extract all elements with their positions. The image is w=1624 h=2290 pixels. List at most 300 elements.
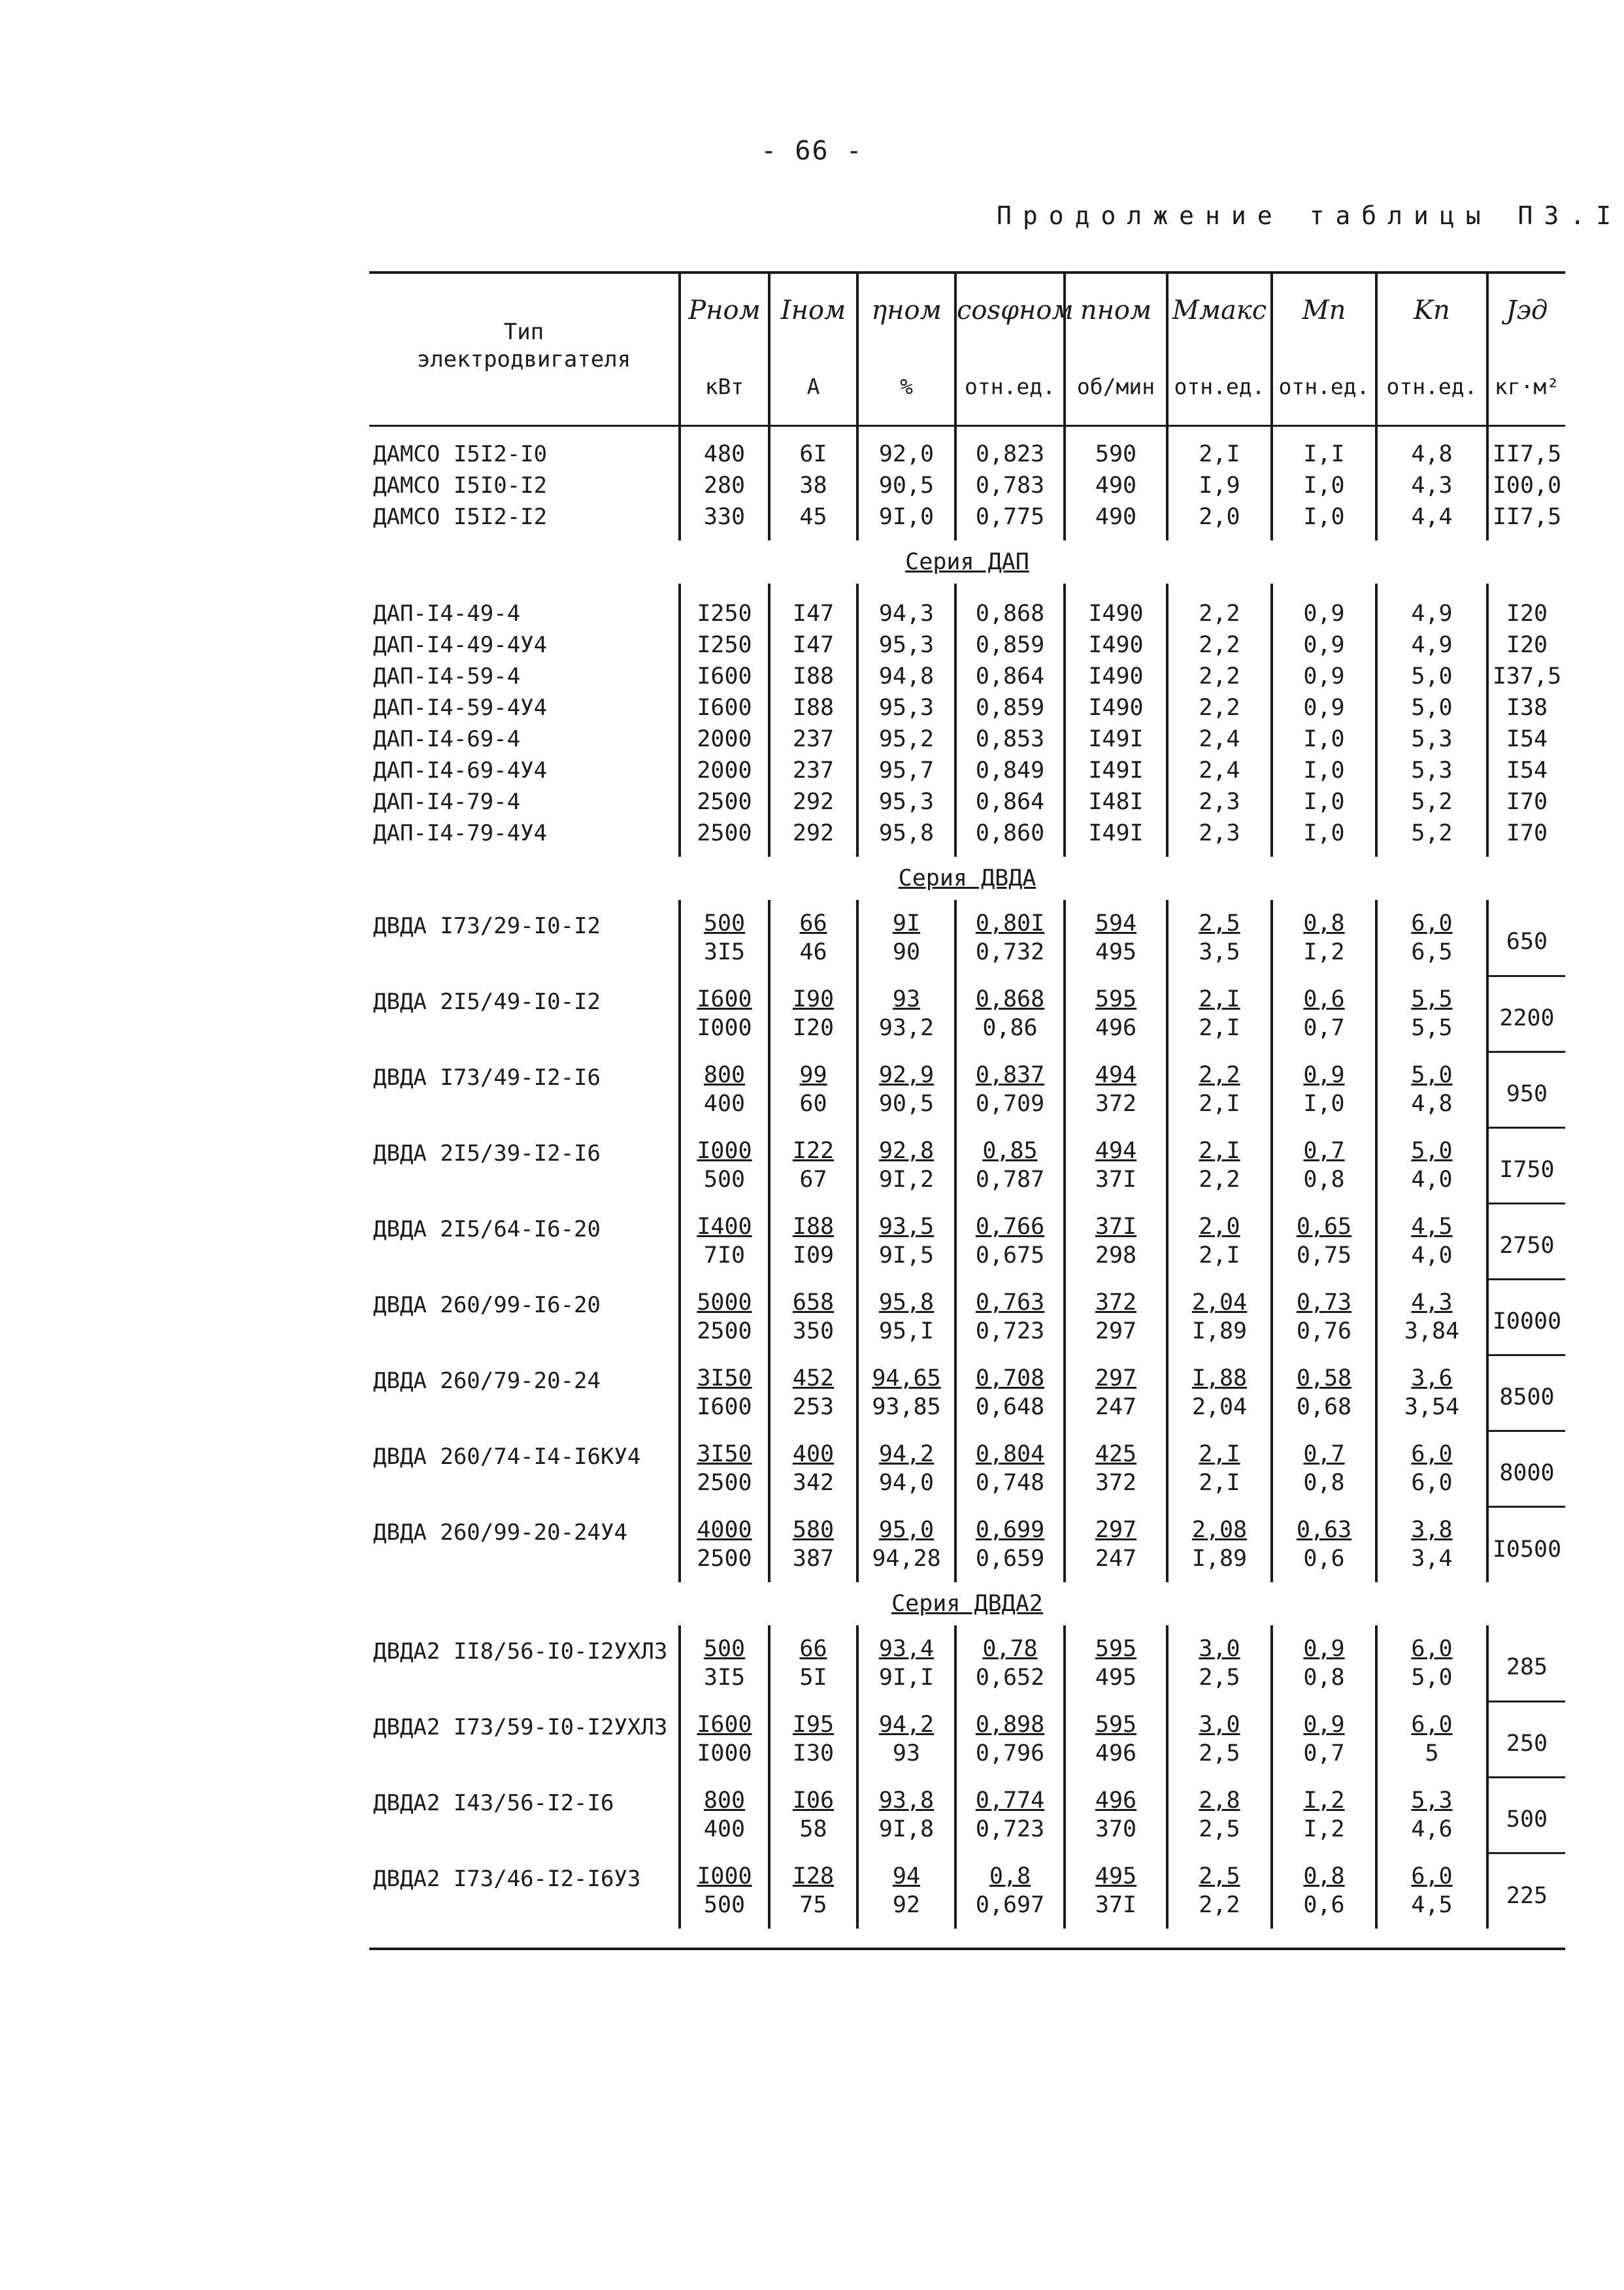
value-n-reduced: 372 <box>1065 1469 1167 1506</box>
value-mmax-reduced: 2,5 <box>1167 1663 1272 1701</box>
value-n-rated: 594 <box>1065 900 1167 938</box>
value-mp: I,0 <box>1272 818 1376 857</box>
motor-type: ДАП-I4-79-4У4 <box>373 820 548 846</box>
value-mp-rated: 0,63 <box>1272 1506 1376 1544</box>
value-mmax-reduced: 2,2 <box>1167 1891 1272 1929</box>
value-p: 2000 <box>680 723 769 755</box>
damso-row <box>369 424 1565 470</box>
header-row <box>369 273 1565 348</box>
table-bottom-rule <box>369 1948 1565 1950</box>
value-kp-rated: 6,0 <box>1376 1853 1487 1891</box>
header-mp: Mп <box>1272 273 1376 348</box>
value-i-reduced: I30 <box>769 1739 857 1777</box>
value-cos-rated: 0,763 <box>955 1279 1065 1317</box>
value-p-rated: 500 <box>680 1625 769 1663</box>
value-kp: 5,2 <box>1376 786 1487 818</box>
value-j: 500 <box>1487 1777 1565 1853</box>
value-mp-reduced: 0,7 <box>1272 1014 1376 1052</box>
value-n-reduced: 37I <box>1065 1891 1167 1929</box>
value-eta-rated: 93,5 <box>857 1203 955 1241</box>
series-heading-cell <box>369 540 1565 584</box>
value-n-rated: 595 <box>1065 1625 1167 1663</box>
value-i-reduced: 46 <box>769 938 857 976</box>
value-cos: 0,864 <box>955 661 1065 692</box>
value-eta-reduced: 95,I <box>857 1317 955 1355</box>
value-n-rated: 494 <box>1065 1127 1167 1165</box>
motor-type: ДВДА2 I73/59-I0-I2УХЛ3 <box>373 1714 668 1740</box>
value-eta-reduced: 94,28 <box>857 1544 955 1582</box>
value-cos-reduced: 0,675 <box>955 1241 1065 1279</box>
series-heading-cell <box>369 1582 1565 1625</box>
dap-row <box>369 692 1565 723</box>
value-mmax-reduced: 2,5 <box>1167 1739 1272 1777</box>
value-mmax-reduced: 2,I <box>1167 1089 1272 1127</box>
value-p-rated: I000 <box>680 1853 769 1891</box>
value-p-reduced: 2500 <box>680 1317 769 1355</box>
value-mmax-reduced: 2,2 <box>1167 1165 1272 1203</box>
value-i: I88 <box>769 692 857 723</box>
value-p-reduced: 3I5 <box>680 938 769 976</box>
value-kp: 5,3 <box>1376 723 1487 755</box>
value-cos: 0,859 <box>955 692 1065 723</box>
dvda-row-top <box>369 976 1565 1014</box>
value-mmax-reduced: I,89 <box>1167 1544 1272 1582</box>
damso-row <box>369 501 1565 540</box>
value-j: I00,0 <box>1487 470 1565 501</box>
value-kp-rated: 6,0 <box>1376 900 1487 938</box>
value-mmax-rated: 2,I <box>1167 976 1272 1014</box>
value-kp: 5,3 <box>1376 755 1487 786</box>
value-i: I88 <box>769 661 857 692</box>
value-i-reduced: I09 <box>769 1241 857 1279</box>
value-i-reduced: 75 <box>769 1891 857 1929</box>
value-p: 330 <box>680 501 769 540</box>
motor-type: ДАП-I4-49-4У4 <box>373 632 548 658</box>
value-kp: 5,0 <box>1376 692 1487 723</box>
value-mp-reduced: 0,6 <box>1272 1891 1376 1929</box>
value-eta-reduced: 93,2 <box>857 1014 955 1052</box>
value-n: I49I <box>1065 818 1167 857</box>
value-kp-reduced: 5,0 <box>1376 1663 1487 1701</box>
value-mmax-rated: 2,I <box>1167 1127 1272 1165</box>
value-mp-reduced: 0,8 <box>1272 1663 1376 1701</box>
value-mmax-rated: 2,2 <box>1167 1052 1272 1089</box>
value-p-rated: I600 <box>680 1701 769 1739</box>
value-n-rated: 595 <box>1065 1701 1167 1739</box>
value-eta-reduced: 9I,8 <box>857 1815 955 1853</box>
dvda-row-top <box>369 1355 1565 1393</box>
value-n: 490 <box>1065 470 1167 501</box>
motor-type: ДВДА 260/79-20-24 <box>373 1368 601 1394</box>
header-i: Iном <box>769 273 857 348</box>
value-cos-reduced: 0,86 <box>955 1014 1065 1052</box>
motor-type: ДВДА 260/74-I4-I6КУ4 <box>373 1444 641 1470</box>
value-mmax: I,9 <box>1167 470 1272 501</box>
value-n-reduced: 495 <box>1065 1663 1167 1701</box>
value-n-reduced: 496 <box>1065 1014 1167 1052</box>
value-cos-rated: 0,804 <box>955 1431 1065 1469</box>
header-kp: Kп <box>1376 273 1487 348</box>
unit-cell: кг·м² <box>1487 348 1565 424</box>
value-mmax-rated: 2,5 <box>1167 900 1272 938</box>
series-title: Серия ДВДА <box>898 865 1036 891</box>
value-mp-rated: 0,6 <box>1272 976 1376 1014</box>
value-kp-reduced: 4,6 <box>1376 1815 1487 1853</box>
motor-type: ДВДА 2I5/64-I6-20 <box>373 1216 601 1242</box>
value-kp: 5,2 <box>1376 818 1487 857</box>
value-eta-rated: 95,0 <box>857 1506 955 1544</box>
header-cos: cosφном <box>955 273 1065 348</box>
motor-type: ДАП-I4-69-4У4 <box>373 757 548 784</box>
value-j: I0500 <box>1487 1506 1565 1582</box>
value-kp-reduced: 4,0 <box>1376 1241 1487 1279</box>
motor-type: ДВДА 2I5/49-I0-I2 <box>373 989 601 1015</box>
value-mmax: 2,3 <box>1167 818 1272 857</box>
value-mp-rated: I,2 <box>1272 1777 1376 1815</box>
value-cos-rated: 0,766 <box>955 1203 1065 1241</box>
value-p-rated: 800 <box>680 1777 769 1815</box>
value-i-rated: 452 <box>769 1355 857 1393</box>
value-n-rated: 297 <box>1065 1506 1167 1544</box>
value-p-rated: I400 <box>680 1203 769 1241</box>
value-kp-rated: 5,0 <box>1376 1052 1487 1089</box>
value-mmax-rated: 2,I <box>1167 1431 1272 1469</box>
value-cos: 0,775 <box>955 501 1065 540</box>
value-i: 237 <box>769 755 857 786</box>
value-cos-rated: 0,8 <box>955 1853 1065 1891</box>
value-i-reduced: I20 <box>769 1014 857 1052</box>
value-j: 2200 <box>1487 976 1565 1052</box>
value-eta-rated: 94,2 <box>857 1701 955 1739</box>
value-kp-reduced: 3,4 <box>1376 1544 1487 1582</box>
motor-type: ДАП-I4-79-4 <box>373 789 521 815</box>
value-mp: 0,9 <box>1272 584 1376 629</box>
value-i-rated: 99 <box>769 1052 857 1089</box>
value-eta: 95,3 <box>857 629 955 661</box>
value-p: 2500 <box>680 786 769 818</box>
unit-cell: об/мин <box>1065 348 1167 424</box>
value-i-rated: I95 <box>769 1701 857 1739</box>
value-i-rated: I22 <box>769 1127 857 1165</box>
value-mp-reduced: 0,6 <box>1272 1544 1376 1582</box>
motor-type: ДАМСО I5I2-I2 <box>373 504 548 530</box>
value-p: I250 <box>680 584 769 629</box>
dap-row <box>369 818 1565 857</box>
value-j: 2750 <box>1487 1203 1565 1279</box>
value-eta: 94,8 <box>857 661 955 692</box>
value-mmax-reduced: I,89 <box>1167 1317 1272 1355</box>
value-j: 250 <box>1487 1701 1565 1777</box>
motor-type: ДВДА2 II8/56-I0-I2УХЛ3 <box>373 1638 668 1665</box>
value-kp: 4,3 <box>1376 470 1487 501</box>
value-i-rated: I06 <box>769 1777 857 1815</box>
value-eta-reduced: 9I,2 <box>857 1165 955 1203</box>
value-p-rated: I000 <box>680 1127 769 1165</box>
value-mp-rated: 0,73 <box>1272 1279 1376 1317</box>
value-j: 285 <box>1487 1625 1565 1701</box>
value-n: I49I <box>1065 755 1167 786</box>
table-continuation-caption: Продолжение таблицы П3.I <box>997 201 1623 230</box>
value-mmax-rated: 2,5 <box>1167 1853 1272 1891</box>
value-j: I37,5 <box>1487 661 1565 692</box>
value-mp-rated: 0,9 <box>1272 1701 1376 1739</box>
motor-type: ДВДА 2I5/39-I2-I6 <box>373 1140 601 1167</box>
value-p-reduced: 500 <box>680 1165 769 1203</box>
dap-row <box>369 584 1565 629</box>
value-cos-reduced: 0,748 <box>955 1469 1065 1506</box>
value-eta-reduced: 93 <box>857 1739 955 1777</box>
value-mmax-rated: I,88 <box>1167 1355 1272 1393</box>
value-kp-reduced: 5 <box>1376 1739 1487 1777</box>
value-n: 590 <box>1065 424 1167 470</box>
value-j: I70 <box>1487 786 1565 818</box>
value-mmax-reduced: 2,I <box>1167 1014 1272 1052</box>
header-eta: ηном <box>857 273 955 348</box>
value-cos-rated: 0,80I <box>955 900 1065 938</box>
value-cos-rated: 0,78 <box>955 1625 1065 1663</box>
value-eta-rated: 92,9 <box>857 1052 955 1089</box>
value-i-rated: 66 <box>769 1625 857 1663</box>
value-mp: I,0 <box>1272 786 1376 818</box>
unit-cell: отн.ед. <box>1167 348 1272 424</box>
value-mmax: 2,2 <box>1167 629 1272 661</box>
value-cos: 0,783 <box>955 470 1065 501</box>
value-n: I490 <box>1065 661 1167 692</box>
header-n: nном <box>1065 273 1167 348</box>
value-mmax: 2,3 <box>1167 786 1272 818</box>
motor-type: ДАП-I4-59-4У4 <box>373 695 548 721</box>
motor-type: ДВДА 260/99-I6-20 <box>373 1292 601 1318</box>
value-kp-rated: 6,0 <box>1376 1701 1487 1739</box>
value-i-reduced: 58 <box>769 1815 857 1853</box>
value-n-reduced: 37I <box>1065 1165 1167 1203</box>
motor-specs-table <box>369 273 1565 1929</box>
value-i-reduced: 342 <box>769 1469 857 1506</box>
value-p-reduced: 400 <box>680 1089 769 1127</box>
value-n-reduced: 372 <box>1065 1089 1167 1127</box>
unit-cell: % <box>857 348 955 424</box>
value-n-reduced: 370 <box>1065 1815 1167 1853</box>
unit-cell: кВт <box>680 348 769 424</box>
value-eta: 95,2 <box>857 723 955 755</box>
series-title: Серия ДАП <box>905 549 1029 575</box>
value-n-rated: 595 <box>1065 976 1167 1014</box>
value-kp-rated: 3,6 <box>1376 1355 1487 1393</box>
value-kp: 5,0 <box>1376 661 1487 692</box>
motor-type: ДВДА I73/49-I2-I6 <box>373 1065 601 1091</box>
value-p: I250 <box>680 629 769 661</box>
value-mmax: 2,4 <box>1167 723 1272 755</box>
value-mp-reduced: 0,8 <box>1272 1165 1376 1203</box>
value-mp-rated: 0,65 <box>1272 1203 1376 1241</box>
value-cos-reduced: 0,652 <box>955 1663 1065 1701</box>
value-p-rated: 5000 <box>680 1279 769 1317</box>
value-mp-rated: 0,7 <box>1272 1127 1376 1165</box>
value-mmax-rated: 2,8 <box>1167 1777 1272 1815</box>
value-mp-rated: 0,9 <box>1272 1052 1376 1089</box>
value-n-reduced: 247 <box>1065 1393 1167 1431</box>
value-p-reduced: I600 <box>680 1393 769 1431</box>
value-i: 6I <box>769 424 857 470</box>
dvda2-row-top <box>369 1625 1565 1663</box>
value-kp: 4,8 <box>1376 424 1487 470</box>
value-mmax-rated: 2,04 <box>1167 1279 1272 1317</box>
value-eta-rated: 93,8 <box>857 1777 955 1815</box>
value-mp-rated: 0,58 <box>1272 1355 1376 1393</box>
value-p-reduced: 7I0 <box>680 1241 769 1279</box>
dap-row <box>369 629 1565 661</box>
dvda-row-top <box>369 1127 1565 1165</box>
value-n-rated: 425 <box>1065 1431 1167 1469</box>
motor-type: ДАП-I4-59-4 <box>373 663 521 689</box>
motor-type: ДВДА2 I73/46-I2-I6У3 <box>373 1866 641 1892</box>
value-p-reduced: 500 <box>680 1891 769 1929</box>
value-mmax-reduced: 2,04 <box>1167 1393 1272 1431</box>
motor-type: ДАМСО I5I2-I0 <box>373 441 548 467</box>
value-n-reduced: 297 <box>1065 1317 1167 1355</box>
value-i-rated: 658 <box>769 1279 857 1317</box>
value-j: II7,5 <box>1487 424 1565 470</box>
value-i: 237 <box>769 723 857 755</box>
value-cos: 0,868 <box>955 584 1065 629</box>
unit-cell: А <box>769 348 857 424</box>
value-mp: I,0 <box>1272 723 1376 755</box>
value-j: 225 <box>1487 1853 1565 1929</box>
value-eta-reduced: 90,5 <box>857 1089 955 1127</box>
series-heading-row <box>369 1582 1565 1625</box>
value-i: 292 <box>769 818 857 857</box>
header-type: Тип электродвигателя <box>416 319 631 373</box>
header-p: Pном <box>680 273 769 348</box>
value-n-reduced: 298 <box>1065 1241 1167 1279</box>
value-mmax: 2,2 <box>1167 661 1272 692</box>
dvda2-row-top <box>369 1853 1565 1891</box>
value-mmax-rated: 3,0 <box>1167 1701 1272 1739</box>
value-n-reduced: 247 <box>1065 1544 1167 1582</box>
value-p-reduced: I000 <box>680 1739 769 1777</box>
value-i-rated: 580 <box>769 1506 857 1544</box>
value-eta-reduced: 90 <box>857 938 955 976</box>
value-eta-rated: 92,8 <box>857 1127 955 1165</box>
value-j: I20 <box>1487 584 1565 629</box>
value-p-rated: 800 <box>680 1052 769 1089</box>
value-mp-reduced: 0,8 <box>1272 1469 1376 1506</box>
dvda2-row-top <box>369 1701 1565 1739</box>
value-i-reduced: 350 <box>769 1317 857 1355</box>
value-i: 292 <box>769 786 857 818</box>
value-eta-rated: 94,65 <box>857 1355 955 1393</box>
value-eta-rated: 95,8 <box>857 1279 955 1317</box>
value-kp-reduced: 4,5 <box>1376 1891 1487 1929</box>
value-i: 38 <box>769 470 857 501</box>
dap-row <box>369 661 1565 692</box>
value-j: 950 <box>1487 1052 1565 1127</box>
value-n-rated: 372 <box>1065 1279 1167 1317</box>
value-p-reduced: 2500 <box>680 1544 769 1582</box>
value-cos-reduced: 0,659 <box>955 1544 1065 1582</box>
value-kp: 4,9 <box>1376 629 1487 661</box>
value-i-reduced: 5I <box>769 1663 857 1701</box>
value-cos-reduced: 0,648 <box>955 1393 1065 1431</box>
value-j: I0000 <box>1487 1279 1565 1355</box>
value-mmax: 2,2 <box>1167 584 1272 629</box>
value-cos-reduced: 0,697 <box>955 1891 1065 1929</box>
value-mp-rated: 0,8 <box>1272 1853 1376 1891</box>
value-j: I750 <box>1487 1127 1565 1203</box>
value-cos-reduced: 0,723 <box>955 1317 1065 1355</box>
value-cos: 0,823 <box>955 424 1065 470</box>
value-n-rated: 37I <box>1065 1203 1167 1241</box>
value-eta: 95,3 <box>857 692 955 723</box>
series-heading-row <box>369 540 1565 584</box>
dvda2-row-top <box>369 1777 1565 1815</box>
value-kp: 4,9 <box>1376 584 1487 629</box>
value-mp-reduced: 0,68 <box>1272 1393 1376 1431</box>
value-kp-reduced: 5,5 <box>1376 1014 1487 1052</box>
value-kp-rated: 5,0 <box>1376 1127 1487 1165</box>
value-mmax-reduced: 2,I <box>1167 1241 1272 1279</box>
value-cos-reduced: 0,796 <box>955 1739 1065 1777</box>
unit-cell: отн.ед. <box>1272 348 1376 424</box>
value-cos-reduced: 0,723 <box>955 1815 1065 1853</box>
value-n-rated: 494 <box>1065 1052 1167 1089</box>
dap-row <box>369 755 1565 786</box>
value-i: I47 <box>769 629 857 661</box>
value-kp-rated: 5,5 <box>1376 976 1487 1014</box>
value-cos: 0,849 <box>955 755 1065 786</box>
dvda-row-top <box>369 900 1565 938</box>
unit-cell: отн.ед. <box>1376 348 1487 424</box>
value-kp-rated: 3,8 <box>1376 1506 1487 1544</box>
value-n-rated: 495 <box>1065 1853 1167 1891</box>
value-mp-reduced: I,0 <box>1272 1089 1376 1127</box>
value-mp: 0,9 <box>1272 661 1376 692</box>
value-p-rated: 500 <box>680 900 769 938</box>
value-j: I70 <box>1487 818 1565 857</box>
value-cos-reduced: 0,732 <box>955 938 1065 976</box>
value-n: I490 <box>1065 629 1167 661</box>
value-kp-reduced: 3,54 <box>1376 1393 1487 1431</box>
value-mp: I,0 <box>1272 755 1376 786</box>
value-kp-rated: 6,0 <box>1376 1431 1487 1469</box>
motor-type: ДАП-I4-49-4 <box>373 601 521 627</box>
value-eta: 90,5 <box>857 470 955 501</box>
value-kp-reduced: 4,8 <box>1376 1089 1487 1127</box>
value-i-rated: I28 <box>769 1853 857 1891</box>
value-p: 2500 <box>680 818 769 857</box>
value-cos: 0,859 <box>955 629 1065 661</box>
value-p-reduced: 3I5 <box>680 1663 769 1701</box>
value-i-reduced: 60 <box>769 1089 857 1127</box>
value-mp: 0,9 <box>1272 692 1376 723</box>
value-p-rated: 3I50 <box>680 1355 769 1393</box>
value-mmax-rated: 2,0 <box>1167 1203 1272 1241</box>
value-kp-reduced: 6,5 <box>1376 938 1487 976</box>
value-p-rated: 4000 <box>680 1506 769 1544</box>
value-cos-rated: 0,699 <box>955 1506 1065 1544</box>
value-mmax-rated: 2,08 <box>1167 1506 1272 1544</box>
value-p: 280 <box>680 470 769 501</box>
value-mmax: 2,2 <box>1167 692 1272 723</box>
value-p-reduced: I000 <box>680 1014 769 1052</box>
value-cos: 0,860 <box>955 818 1065 857</box>
value-p-rated: 3I50 <box>680 1431 769 1469</box>
value-eta-rated: 9I <box>857 900 955 938</box>
value-i: I47 <box>769 584 857 629</box>
value-mmax: 2,0 <box>1167 501 1272 540</box>
value-n-reduced: 495 <box>1065 938 1167 976</box>
value-mp-reduced: 0,76 <box>1272 1317 1376 1355</box>
